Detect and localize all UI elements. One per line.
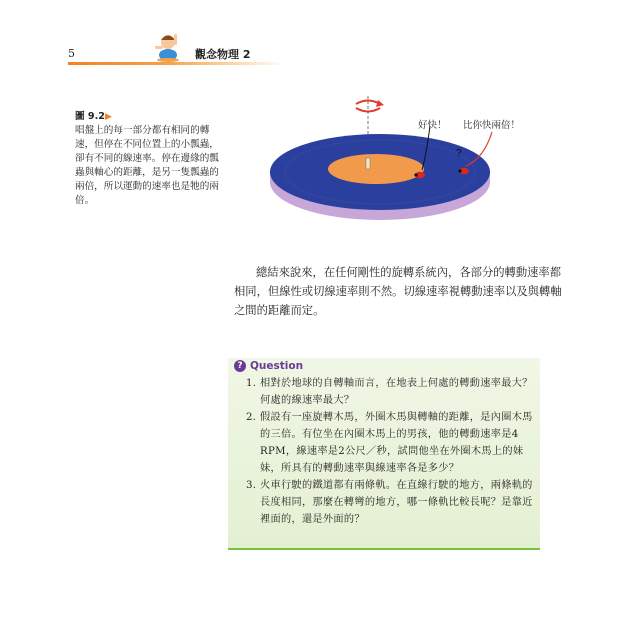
question-item — [246, 375, 534, 409]
record-label — [328, 154, 424, 184]
summary-paragraph: 總結來說來，在任何剛性的旋轉系統內，各部分的轉動速率都相同，但線性或切線速率則不然。切線速率視轉動速率以及與轉軸之間的距離而定。 — [234, 266, 562, 317]
question-number: 3. — [246, 480, 257, 491]
question-text: 相對於地球的自轉軸而言，在地表上何處的轉動速率最大？何處的線速率最大？ — [260, 378, 533, 406]
question-item — [246, 409, 534, 477]
outer-bug-speech: 比你快兩倍！ — [463, 120, 521, 131]
page-number: 5 — [68, 47, 75, 60]
inner-bug-speech: 好快！ — [418, 120, 447, 131]
question-title: Question — [250, 360, 304, 372]
question-text: 火車行駛的鐵道都有兩條軌。在直線行駛的地方，兩條軌的長度相同，那麼在轉彎的地方，哪一條軌比較長呢？是靠近裡面的，還是外面的？ — [260, 480, 533, 525]
caption-arrow-icon: ▶ — [104, 112, 112, 122]
figure-caption — [75, 110, 220, 208]
question-header — [234, 360, 303, 372]
question-list — [246, 375, 534, 528]
question-text: 假設有一座旋轉木馬，外圈木馬與轉軸的距離，是內圈木馬的三倍。有位坐在內圈木馬上的男孩，他的轉動速率是4 RPM，線速率是2公尺／秒，試問他坐在外圈木馬上的妹妹，所具有的轉動速率與線速率各是多少？ — [260, 412, 533, 474]
header-rule — [68, 62, 286, 65]
figure-label: 圖 9.2 — [75, 111, 105, 122]
book-title: 觀念物理 2 — [195, 48, 251, 61]
question-icon: ? — [234, 360, 246, 372]
question-item — [246, 477, 534, 528]
question-box — [228, 358, 540, 550]
question-mark-icon: ? — [456, 148, 462, 159]
mascot-icon — [150, 28, 186, 62]
turntable-illustration — [258, 96, 558, 221]
caption-text: 唱盤上的每一部分都有相同的轉速，但停在不同位置上的小瓢蟲，卻有不同的線速率。停在邊緣的瓢蟲與軸心的距離，是另一隻瓢蟲的兩倍，所以運動的速率也是牠的兩倍。 — [75, 125, 219, 206]
question-number: 2. — [246, 412, 257, 423]
spindle — [366, 158, 370, 169]
question-number: 1. — [246, 378, 257, 389]
